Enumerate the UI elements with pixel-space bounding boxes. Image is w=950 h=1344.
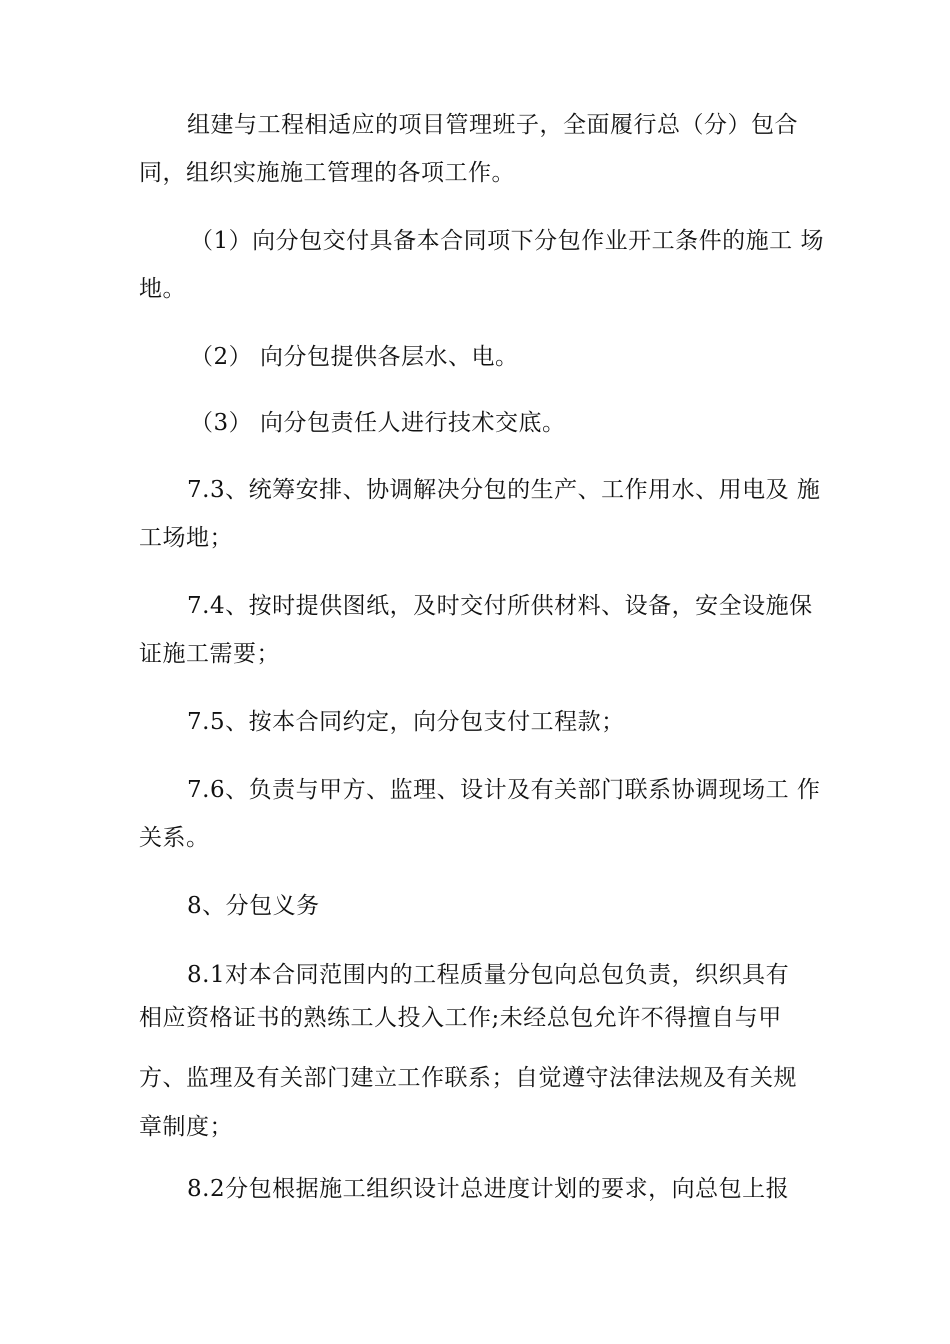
paragraph-line: 8.2分包根据施工组织设计总进度计划的要求，向总包上报 xyxy=(187,1176,790,1202)
section-heading: 8、分包义务 xyxy=(187,893,320,919)
paragraph-line: （2） 向分包提供各层水、电。 xyxy=(190,344,519,370)
paragraph-line: 方、监理及有关部门建立工作联系；自觉遵守法律法规及有关规 xyxy=(139,1065,797,1091)
paragraph-line: 7.5、按本合同约定，向分包支付工程款； xyxy=(187,709,625,735)
paragraph-line: 7.4、按时提供图纸，及时交付所供材料、设备，安全设施保 xyxy=(187,593,813,619)
paragraph-line: 7.3、统筹安排、协调解决分包的生产、工作用水、用电及 施 xyxy=(187,477,821,503)
paragraph-line: 组建与工程相适应的项目管理班子，全面履行总（分）包合 xyxy=(187,112,798,138)
paragraph-line: 工场地； xyxy=(139,525,233,551)
paragraph-line: 证施工需要； xyxy=(139,641,280,667)
paragraph-line: 7.6、负责与甲方、监理、设计及有关部门联系协调现场工 作 xyxy=(187,777,821,803)
paragraph-line: 相应资格证书的熟练工人投入工作;未经总包允许不得擅自与甲 xyxy=(139,1005,782,1031)
paragraph-line: （1）向分包交付具备本合同项下分包作业开工条件的施工 场 xyxy=(190,228,824,254)
paragraph-line: （3） 向分包责任人进行技术交底。 xyxy=(190,410,566,436)
paragraph-line: 8.1对本合同范围内的工程质量分包向总包负责，织织具有 xyxy=(187,962,790,988)
paragraph-line: 关系。 xyxy=(139,825,210,851)
paragraph-line: 地。 xyxy=(139,276,186,302)
paragraph-line: 同，组织实施施工管理的各项工作。 xyxy=(139,160,515,186)
paragraph-line: 章制度； xyxy=(139,1114,233,1140)
